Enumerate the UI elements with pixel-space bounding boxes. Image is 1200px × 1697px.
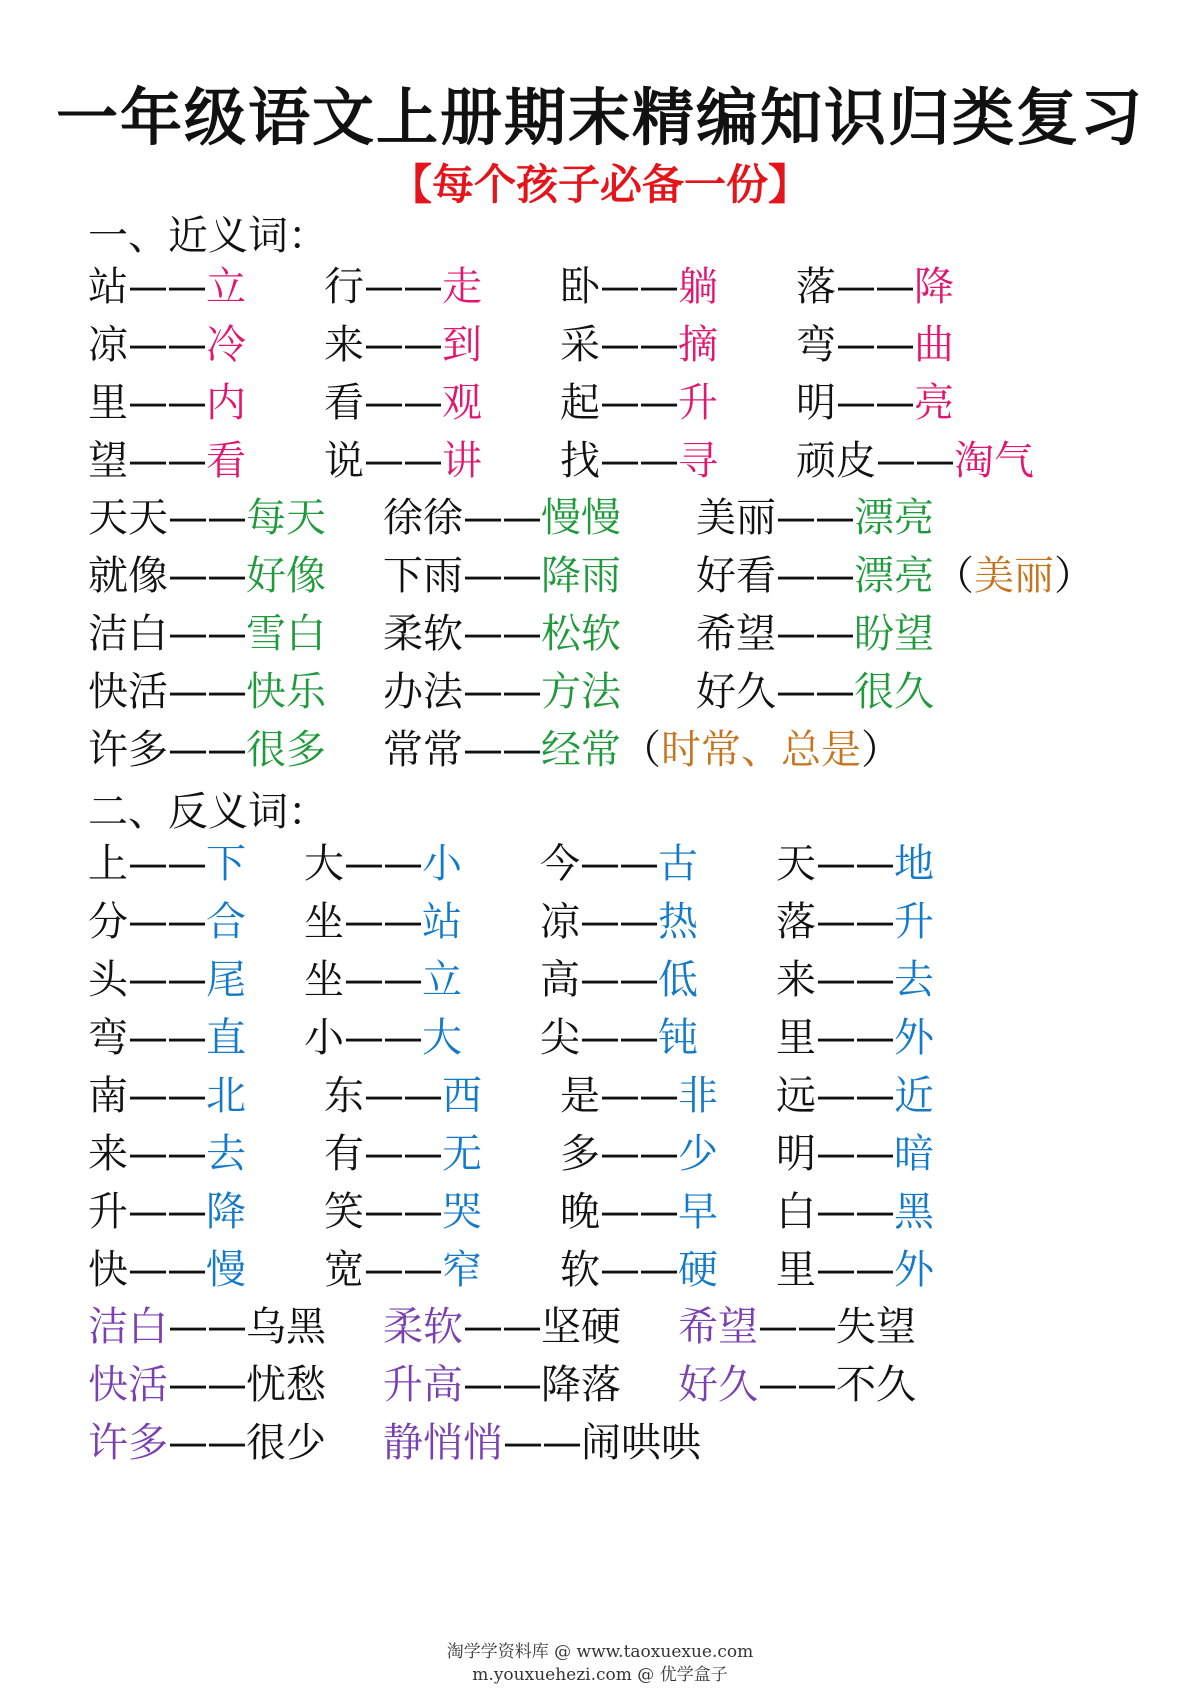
- word: 快活: [88, 1362, 168, 1408]
- word-pair: [88, 548, 326, 604]
- word-pair: [776, 1126, 934, 1182]
- dash: ——: [463, 1362, 541, 1408]
- word: 高: [540, 957, 580, 1003]
- word: 弯: [796, 322, 836, 368]
- word: 站: [88, 264, 128, 310]
- dash: ——: [364, 438, 442, 484]
- word-pair: [324, 1242, 482, 1298]
- word: 来: [324, 322, 364, 368]
- word-pair: [324, 1068, 482, 1124]
- word: 柔软: [383, 1304, 463, 1350]
- word-pair: [88, 1068, 246, 1124]
- dash: ——: [580, 841, 658, 887]
- word-pair: [696, 490, 934, 546]
- paired-word: 降落: [541, 1362, 621, 1408]
- word-pair: [560, 433, 718, 489]
- word: 东: [324, 1073, 364, 1119]
- word: 里: [776, 1015, 816, 1061]
- word: 南: [88, 1073, 128, 1119]
- word-pair: [88, 259, 246, 315]
- word-pair: [88, 1242, 246, 1298]
- dash: ——: [168, 727, 246, 773]
- dash: ——: [128, 438, 206, 484]
- word: 凉: [88, 322, 128, 368]
- paired-word: 地: [894, 841, 934, 887]
- paired-word: 不久: [836, 1362, 916, 1408]
- dash: ——: [836, 380, 914, 426]
- word-pair: [560, 1068, 718, 1124]
- paired-word: 大: [422, 1015, 462, 1061]
- paired-word: 直: [206, 1015, 246, 1061]
- alternate-word: 时常、总是: [661, 727, 861, 773]
- word: 宽: [324, 1247, 364, 1293]
- paired-word: 立: [422, 957, 462, 1003]
- word-pair: [383, 664, 621, 720]
- word-pair: [696, 548, 1094, 604]
- paired-word: 小: [422, 841, 462, 887]
- paired-word: 曲: [914, 322, 954, 368]
- word-pair: [304, 836, 462, 892]
- paired-word: 很多: [246, 727, 326, 773]
- paired-word: 寻: [678, 438, 718, 484]
- word: 天: [776, 841, 816, 887]
- dash: ——: [836, 264, 914, 310]
- word: 常常: [383, 727, 463, 773]
- dash: ——: [600, 380, 678, 426]
- paired-word: 忧愁: [246, 1362, 326, 1408]
- dash: ——: [816, 1189, 894, 1235]
- dash: ——: [816, 1015, 894, 1061]
- paired-word: 摘: [678, 322, 718, 368]
- word-pair: [776, 836, 934, 892]
- paired-word: 哭: [442, 1189, 482, 1235]
- word-pair: [88, 375, 246, 431]
- dash: ——: [463, 669, 541, 715]
- dash: ——: [600, 1131, 678, 1177]
- word-pair: [88, 1357, 326, 1413]
- paren-close: ）: [861, 727, 901, 773]
- word: 小: [304, 1015, 344, 1061]
- word: 来: [776, 957, 816, 1003]
- paren-close: ）: [1054, 553, 1094, 599]
- word-pair: [696, 606, 934, 662]
- paired-word: 升: [678, 380, 718, 426]
- word: 弯: [88, 1015, 128, 1061]
- paired-word: 观: [442, 380, 482, 426]
- dash: ——: [600, 264, 678, 310]
- word: 白: [776, 1189, 816, 1235]
- word: 好看: [696, 553, 776, 599]
- word-pair: [88, 490, 326, 546]
- dash: ——: [168, 1420, 246, 1466]
- dash: ——: [600, 1247, 678, 1293]
- word-pair: [560, 375, 718, 431]
- word: 希望: [696, 611, 776, 657]
- paired-word: 雪白: [246, 611, 326, 657]
- word: 远: [776, 1073, 816, 1119]
- word-pair: [776, 1068, 934, 1124]
- paired-word: 每天: [246, 495, 326, 541]
- paired-word: 立: [206, 264, 246, 310]
- word: 说: [324, 438, 364, 484]
- word: 凉: [540, 899, 580, 945]
- dash: ——: [580, 1015, 658, 1061]
- paired-word: 硬: [678, 1247, 718, 1293]
- dash: ——: [364, 264, 442, 310]
- paired-word: 少: [678, 1131, 718, 1177]
- word-pair: [796, 433, 1034, 489]
- word: 明: [776, 1131, 816, 1177]
- word-pair: [796, 375, 954, 431]
- dash: ——: [836, 322, 914, 368]
- paired-word: 下: [206, 841, 246, 887]
- paired-word: 冷: [206, 322, 246, 368]
- dash: ——: [128, 1131, 206, 1177]
- paired-word: 钝: [658, 1015, 698, 1061]
- word-pair: [540, 1010, 698, 1066]
- paired-word: 慢慢: [541, 495, 621, 541]
- dash: ——: [816, 1131, 894, 1177]
- word-pair: [383, 1415, 701, 1471]
- word: 明: [796, 380, 836, 426]
- word-pair: [88, 1126, 246, 1182]
- word-pair: [383, 490, 621, 546]
- dash: ——: [758, 1304, 836, 1350]
- word-pair: [383, 548, 621, 604]
- word-pair: [776, 1184, 934, 1240]
- word: 有: [324, 1131, 364, 1177]
- paired-word: 乌黑: [246, 1304, 326, 1350]
- paired-word: 低: [658, 957, 698, 1003]
- word-pair: [383, 1357, 621, 1413]
- paren-open: （: [934, 553, 974, 599]
- paired-word: 合: [206, 899, 246, 945]
- paired-word: 快乐: [246, 669, 326, 715]
- dash: ——: [344, 841, 422, 887]
- paired-word: 早: [678, 1189, 718, 1235]
- paired-word: 降: [914, 264, 954, 310]
- dash: ——: [168, 553, 246, 599]
- word: 顽皮: [796, 438, 876, 484]
- word: 卧: [560, 264, 600, 310]
- paired-word: 到: [442, 322, 482, 368]
- dash: ——: [600, 1073, 678, 1119]
- dash: ——: [344, 1015, 422, 1061]
- paired-word: 站: [422, 899, 462, 945]
- page-subtitle: 【每个孩子必备一份】: [389, 160, 810, 209]
- alternate-word: 美丽: [974, 553, 1054, 599]
- paired-word: 漂亮: [854, 495, 934, 541]
- word: 找: [560, 438, 600, 484]
- word-pair: [324, 259, 482, 315]
- word-pair: [324, 375, 482, 431]
- paired-word: 降雨: [541, 553, 621, 599]
- word: 软: [560, 1247, 600, 1293]
- word: 静悄悄: [383, 1420, 503, 1466]
- dash: ——: [128, 1073, 206, 1119]
- dash: ——: [776, 669, 854, 715]
- word: 洁白: [88, 611, 168, 657]
- word-pair: [88, 664, 326, 720]
- dash: ——: [344, 899, 422, 945]
- paired-word: 走: [442, 264, 482, 310]
- dash: ——: [580, 957, 658, 1003]
- word-pair: [678, 1357, 916, 1413]
- word: 柔软: [383, 611, 463, 657]
- dash: ——: [816, 899, 894, 945]
- word-pair: [696, 664, 934, 720]
- word: 美丽: [696, 495, 776, 541]
- word-pair: [560, 1184, 718, 1240]
- word-pair: [560, 1126, 718, 1182]
- word: 办法: [383, 669, 463, 715]
- word: 上: [88, 841, 128, 887]
- word: 来: [88, 1131, 128, 1177]
- paired-word: 方法: [541, 669, 621, 715]
- dash: ——: [816, 841, 894, 887]
- paired-word: 外: [894, 1247, 934, 1293]
- dash: ——: [364, 1131, 442, 1177]
- dash: ——: [168, 669, 246, 715]
- word: 快活: [88, 669, 168, 715]
- word-pair: [88, 1010, 246, 1066]
- paired-word: 近: [894, 1073, 934, 1119]
- paired-word: 内: [206, 380, 246, 426]
- word-pair: [796, 259, 954, 315]
- paired-word: 无: [442, 1131, 482, 1177]
- paired-word: 西: [442, 1073, 482, 1119]
- dash: ——: [128, 957, 206, 1003]
- footer-line-1: 淘学学资料库 @ www.taoxuexue.com: [446, 1642, 754, 1662]
- dash: ——: [463, 727, 541, 773]
- paired-word: 尾: [206, 957, 246, 1003]
- dash: ——: [128, 1189, 206, 1235]
- word: 希望: [678, 1304, 758, 1350]
- word: 晚: [560, 1189, 600, 1235]
- word-pair: [88, 606, 326, 662]
- paired-word: 淘气: [954, 438, 1034, 484]
- dash: ——: [128, 841, 206, 887]
- word: 今: [540, 841, 580, 887]
- word: 行: [324, 264, 364, 310]
- dash: ——: [463, 495, 541, 541]
- dash: ——: [463, 611, 541, 657]
- word: 里: [88, 380, 128, 426]
- paired-word: 去: [206, 1131, 246, 1177]
- dash: ——: [128, 380, 206, 426]
- word-pair: [560, 259, 718, 315]
- word-pair: [88, 1184, 246, 1240]
- dash: ——: [876, 438, 954, 484]
- paren-open: （: [621, 727, 661, 773]
- dash: ——: [776, 611, 854, 657]
- word-pair: [88, 894, 246, 950]
- paired-word: 坚硬: [541, 1304, 621, 1350]
- word: 洁白: [88, 1304, 168, 1350]
- paired-word: 黑: [894, 1189, 934, 1235]
- word-pair: [540, 952, 698, 1008]
- dash: ——: [364, 322, 442, 368]
- word: 大: [304, 841, 344, 887]
- word: 落: [776, 899, 816, 945]
- word-pair: [304, 1010, 462, 1066]
- paired-word: 升: [894, 899, 934, 945]
- word-pair: [88, 836, 246, 892]
- word: 天天: [88, 495, 168, 541]
- paired-word: 热: [658, 899, 698, 945]
- paired-word: 去: [894, 957, 934, 1003]
- dash: ——: [503, 1420, 581, 1466]
- word: 许多: [88, 727, 168, 773]
- paired-word: 松软: [541, 611, 621, 657]
- word-pair: [88, 1415, 326, 1471]
- word-pair: [324, 1126, 482, 1182]
- paired-word: 很少: [246, 1420, 326, 1466]
- word-pair: [88, 952, 246, 1008]
- word: 尖: [540, 1015, 580, 1061]
- word-pair: [383, 1299, 621, 1355]
- dash: ——: [816, 957, 894, 1003]
- paired-word: 失望: [836, 1304, 916, 1350]
- word-pair: [678, 1299, 916, 1355]
- word-pair: [776, 952, 934, 1008]
- word-pair: [304, 952, 462, 1008]
- word-pair: [383, 606, 621, 662]
- word-pair: [88, 317, 246, 373]
- word: 笑: [324, 1189, 364, 1235]
- paired-word: 经常: [541, 727, 621, 773]
- word-pair: [304, 894, 462, 950]
- footer-line-2: m.youxuehezi.com @ 优学盒子: [472, 1665, 728, 1685]
- word-pair: [776, 894, 934, 950]
- dash: ——: [600, 322, 678, 368]
- paired-word: 讲: [442, 438, 482, 484]
- word: 起: [560, 380, 600, 426]
- paired-word: 北: [206, 1073, 246, 1119]
- dash: ——: [364, 1073, 442, 1119]
- word-pair: [324, 317, 482, 373]
- dash: ——: [128, 322, 206, 368]
- word: 落: [796, 264, 836, 310]
- word-pair: [540, 894, 698, 950]
- word: 是: [560, 1073, 600, 1119]
- paired-word: 慢: [206, 1247, 246, 1293]
- paired-word: 盼望: [854, 611, 934, 657]
- word-pair: [560, 1242, 718, 1298]
- dash: ——: [128, 899, 206, 945]
- paired-word: 窄: [442, 1247, 482, 1293]
- dash: ——: [580, 899, 658, 945]
- word: 许多: [88, 1420, 168, 1466]
- word: 快: [88, 1247, 128, 1293]
- word: 望: [88, 438, 128, 484]
- dash: ——: [364, 1247, 442, 1293]
- dash: ——: [600, 1189, 678, 1235]
- paired-word: 闹哄哄: [581, 1420, 701, 1466]
- dash: ——: [364, 1189, 442, 1235]
- paired-word: 躺: [678, 264, 718, 310]
- dash: ——: [128, 1247, 206, 1293]
- word-pair: [383, 722, 901, 778]
- dash: ——: [463, 553, 541, 599]
- paired-word: 漂亮: [854, 553, 934, 599]
- section-heading-synonyms: 一、近义词：: [88, 213, 328, 259]
- paired-word: 降: [206, 1189, 246, 1235]
- word: 升: [88, 1189, 128, 1235]
- word-pair: [776, 1010, 934, 1066]
- word-pair: [776, 1242, 934, 1298]
- paired-word: 好像: [246, 553, 326, 599]
- dash: ——: [758, 1362, 836, 1408]
- word: 坐: [304, 957, 344, 1003]
- paired-word: 看: [206, 438, 246, 484]
- paired-word: 很久: [854, 669, 934, 715]
- paired-word: 古: [658, 841, 698, 887]
- dash: ——: [364, 380, 442, 426]
- word-pair: [540, 836, 698, 892]
- word-pair: [560, 317, 718, 373]
- word: 头: [88, 957, 128, 1003]
- dash: ——: [168, 495, 246, 541]
- word-pair: [88, 1299, 326, 1355]
- section-heading-antonyms: 二、反义词：: [88, 789, 328, 835]
- word-pair: [88, 722, 326, 778]
- word: 看: [324, 380, 364, 426]
- word: 好久: [696, 669, 776, 715]
- word-pair: [324, 433, 482, 489]
- paired-word: 亮: [914, 380, 954, 426]
- word-pair: [324, 1184, 482, 1240]
- dash: ——: [128, 264, 206, 310]
- word: 徐徐: [383, 495, 463, 541]
- word: 里: [776, 1247, 816, 1293]
- dash: ——: [344, 957, 422, 1003]
- word-pair: [88, 433, 246, 489]
- dash: ——: [128, 1015, 206, 1061]
- dash: ——: [600, 438, 678, 484]
- dash: ——: [776, 495, 854, 541]
- paired-word: 外: [894, 1015, 934, 1061]
- word: 分: [88, 899, 128, 945]
- dash: ——: [168, 1362, 246, 1408]
- word: 坐: [304, 899, 344, 945]
- dash: ——: [463, 1304, 541, 1350]
- dash: ——: [168, 1304, 246, 1350]
- dash: ——: [816, 1247, 894, 1293]
- word: 好久: [678, 1362, 758, 1408]
- word: 升高: [383, 1362, 463, 1408]
- word: 采: [560, 322, 600, 368]
- paired-word: 暗: [894, 1131, 934, 1177]
- word-pair: [796, 317, 954, 373]
- word: 下雨: [383, 553, 463, 599]
- dash: ——: [168, 611, 246, 657]
- paired-word: 非: [678, 1073, 718, 1119]
- word: 就像: [88, 553, 168, 599]
- dash: ——: [816, 1073, 894, 1119]
- page-title: 一年级语文上册期末精编知识归类复习: [55, 81, 1144, 154]
- word: 多: [560, 1131, 600, 1177]
- dash: ——: [776, 553, 854, 599]
